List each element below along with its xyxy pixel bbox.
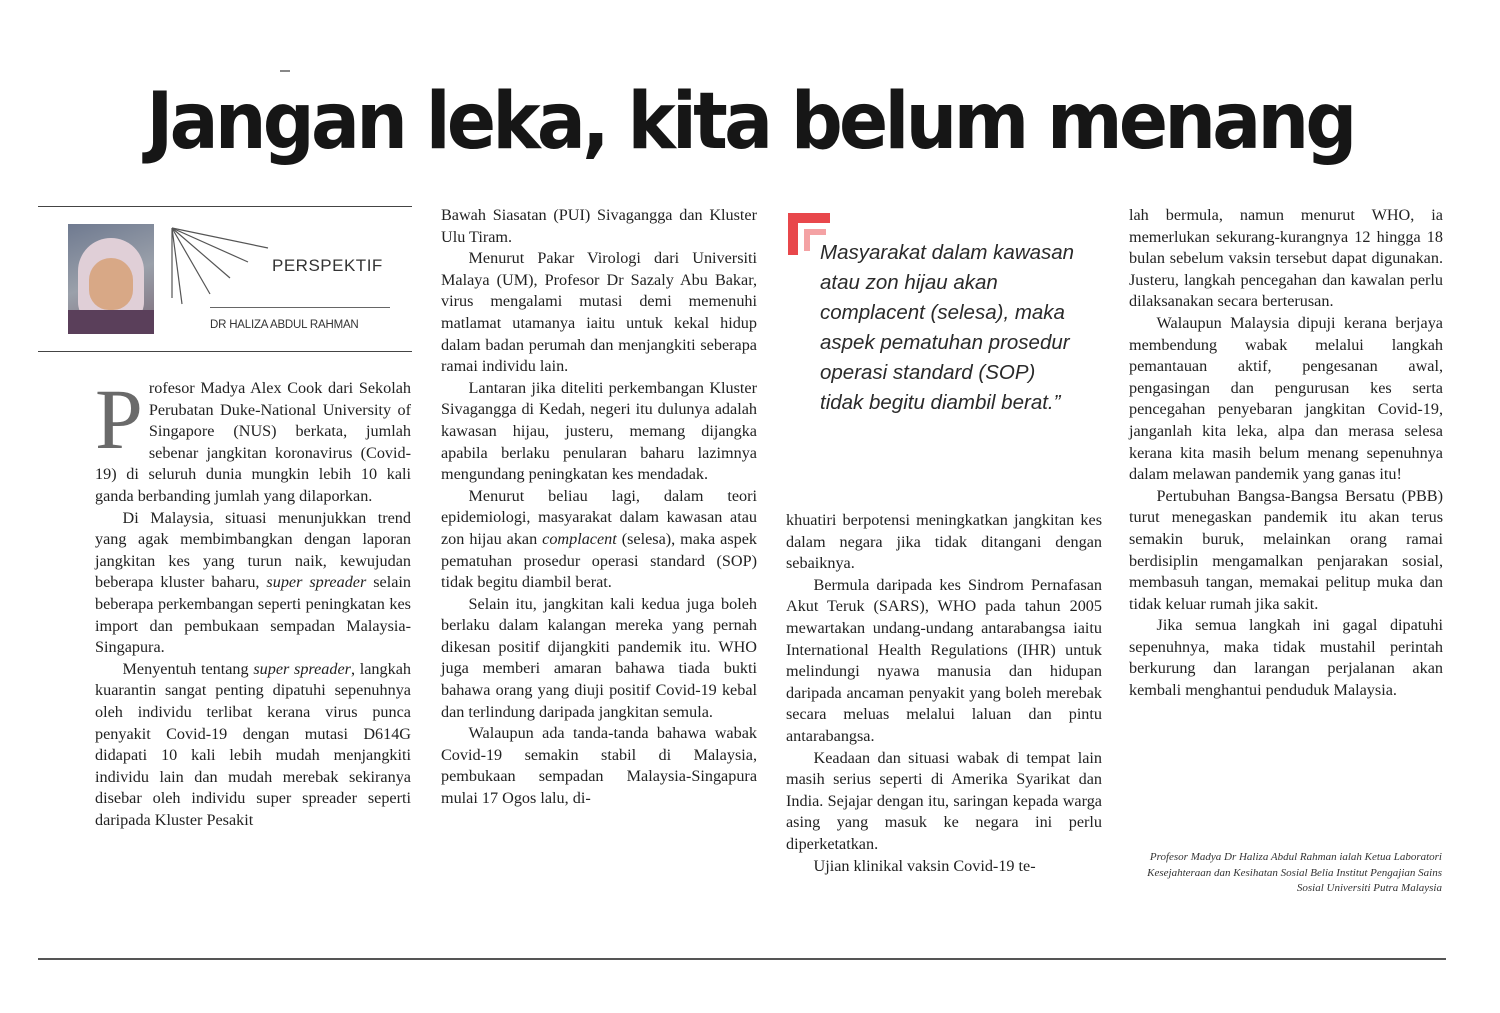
paragraph: Bermula daripada kes Sindrom Pernafasan Akut Teruk (SARS), WHO pada tahun 2005 mewartakan undang-undang antarabangsa iaitu International Health Regulations (IHR) untuk melindungi nyawa manusia dan hidupan daripada ancaman penyakit yang boleh merebak secara meluas melalui laluan dan pintu antarabangsa. xyxy=(786,575,1102,745)
paragraph xyxy=(441,486,757,594)
drop-cap: P xyxy=(95,371,143,467)
paragraph-text: Menurut beliau lagi, dalam teori epidemiologi, masyarakat dalam kawasan atau zon hijau akan xyxy=(441,486,757,548)
divider-bottom xyxy=(38,958,1446,960)
article-column-3 xyxy=(786,510,1102,877)
paragraph: khuatiri berpotensi meningkatkan jangkitan kes dalam negara jika tidak ditangani dengan sebaiknya. xyxy=(786,511,1102,573)
article-column-2 xyxy=(441,205,757,810)
paragraph-text: , langkah kuarantin sangat penting dipatuhi sepenuhnya oleh individu terlibat kerana virus punca penyakit Covid-19 dengan mutasi D614G didapati 10 kali lebih mudah menjangkiti individu lain dan mudah merebak sekiranya disebar oleh individu super spreader seperti daripada Kluster Pesakit xyxy=(95,659,411,829)
paragraph: Lantaran jika diteliti perkembangan Kluster Sivagangga di Kedah, negeri itu dulunya adalah kawasan hijau, justeru, memang dijangka apabila berlaku penularan baharu lazimnya mengundang peningkatan kes mendadak. xyxy=(441,378,757,484)
italic-term: complacent xyxy=(542,529,617,548)
author-bio: Profesor Madya Dr Haliza Abdul Rahman ialah Ketua Laboratori Kesejahteraan dan Kesihatan Sosial Belia Institut Pengajian Sains Sosial Universiti Putra Malaysia xyxy=(1147,851,1442,894)
paragraph-text: rofesor Madya Alex Cook dari Sekolah Perubatan Duke-National University of Singapore (NUS) berkata, jumlah sebenar jangkitan koronavirus (Covid-19) di seluruh dunia mungkin lebih 10 kali ganda berbanding jumlah yang dilaporkan. xyxy=(95,379,411,505)
paragraph-text: Di Malaysia, situasi menunjukkan trend yang agak membimbangkan dengan laporan jangkitan kes yang turun naik, kewujudan beberapa kluster baharu, xyxy=(95,508,411,592)
paragraph: Ujian klinikal vaksin Covid-19 te- xyxy=(813,856,1036,875)
paragraph: Walaupun ada tanda-tanda bahawa wabak Covid-19 semakin stabil di Malaysia, pembukaan sempadan Malaysia-Singapura mulai 17 Ogos lalu, di- xyxy=(441,724,757,808)
divider-mid xyxy=(38,351,412,352)
italic-term: super spreader xyxy=(266,573,367,592)
byline-rule xyxy=(210,307,390,308)
column-label: PERSPEKTIF xyxy=(272,256,383,275)
paragraph-text: (selesa), maka aspek pematuhan prosedur operasi standard (SOP) tidak begitu diambil berat. xyxy=(441,529,757,592)
paragraph: Jika semua langkah ini gagal dipatuhi sepenuhnya, maka tidak mustahil perintah berkurung dan larangan perjalanan akan kembali menghantui penduduk Malaysia. xyxy=(1129,616,1443,700)
author-byline: DR HALIZA ABDUL RAHMAN xyxy=(210,319,359,331)
italic-term: super spreader xyxy=(253,659,351,678)
paragraph xyxy=(95,659,411,832)
paragraph: Bawah Siasatan (PUI) Sivagangga dan Kluster Ulu Tiram. xyxy=(441,206,757,246)
paragraph-text: Menyentuh tentang xyxy=(122,659,254,678)
paragraph xyxy=(95,508,411,659)
paragraph: Menurut Pakar Virologi dari Universiti Malaya (UM), Profesor Dr Sazaly Abu Bakar, virus mengalami mutasi demi memenuhi matlamat utamanya iaitu untuk kekal hidup dalam badan perumah dan menjangkiti seberapa ramai individu lain. xyxy=(441,249,757,376)
paragraph: Walaupun Malaysia dipuji kerana berjaya membendung wabak melalui langkah pemantauan aktif, pengesanan awal, pengasingan dan pengurusan kes serta pencegahan penyebaran jangkitan Covid-19, janganlah kita leka, alpa dan merasa selesa kerana kita masih belum menang sepenuhnya dalam melawan pandemik yang ganas itu! xyxy=(1129,313,1443,484)
paragraph-text: selain beberapa perkembangan seperti peningkatan kes import dan pembukaan sempadan Malaysia-Singapura. xyxy=(95,573,412,657)
divider-top xyxy=(38,206,412,207)
perspective-lines-graphic xyxy=(160,218,280,310)
article-column-1 xyxy=(95,371,412,831)
author-photo xyxy=(68,224,154,334)
article-column-4 xyxy=(1129,205,1443,702)
pull-quote: Masyarakat dalam kawasan atau zon hijau akan complacent (selesa), maka aspek pematuhan prosedur operasi standard (SOP) tidak begitu diambil berat.” xyxy=(820,241,1075,414)
paragraph: Keadaan dan situasi wabak di tempat lain masih serius seperti di Amerika Syarikat dan India. Sejajar dengan itu, saringan kepada warga asing yang masuk ke negara ini perlu diperketatkan. xyxy=(786,748,1102,853)
paragraph: Selain itu, jangkitan kali kedua juga boleh berlaku dalam kalangan mereka yang pernah dikesan positif dijangkiti pandemik itu. WHO juga memberi amaran bahawa tiada bukti bahawa orang yang diuji positif Covid-19 kebal dan terlindung daripada jangkitan semula. xyxy=(441,594,757,721)
headline: Jangan leka, kita belum menang xyxy=(146,77,1354,167)
paragraph: Pertubuhan Bangsa-Bangsa Bersatu (PBB) turut menegaskan pandemik itu akan terus semakin buruk, melainkan orang ramai berdisiplin mengamalkan penjarakan sosial, membasuh tangan, memakai pelitup muka dan tidak keluar rumah jika sakit. xyxy=(1129,486,1443,613)
paragraph: lah bermula, namun menurut WHO, ia memerlukan sekurang-kurangnya 12 hingga 18 bulan sebelum vaksin tersebut dapat digunakan. Justeru, langkah pencegahan dan kawalan perlu dilaksanakan secara berterusan. xyxy=(1129,206,1443,311)
paragraph xyxy=(95,371,411,508)
